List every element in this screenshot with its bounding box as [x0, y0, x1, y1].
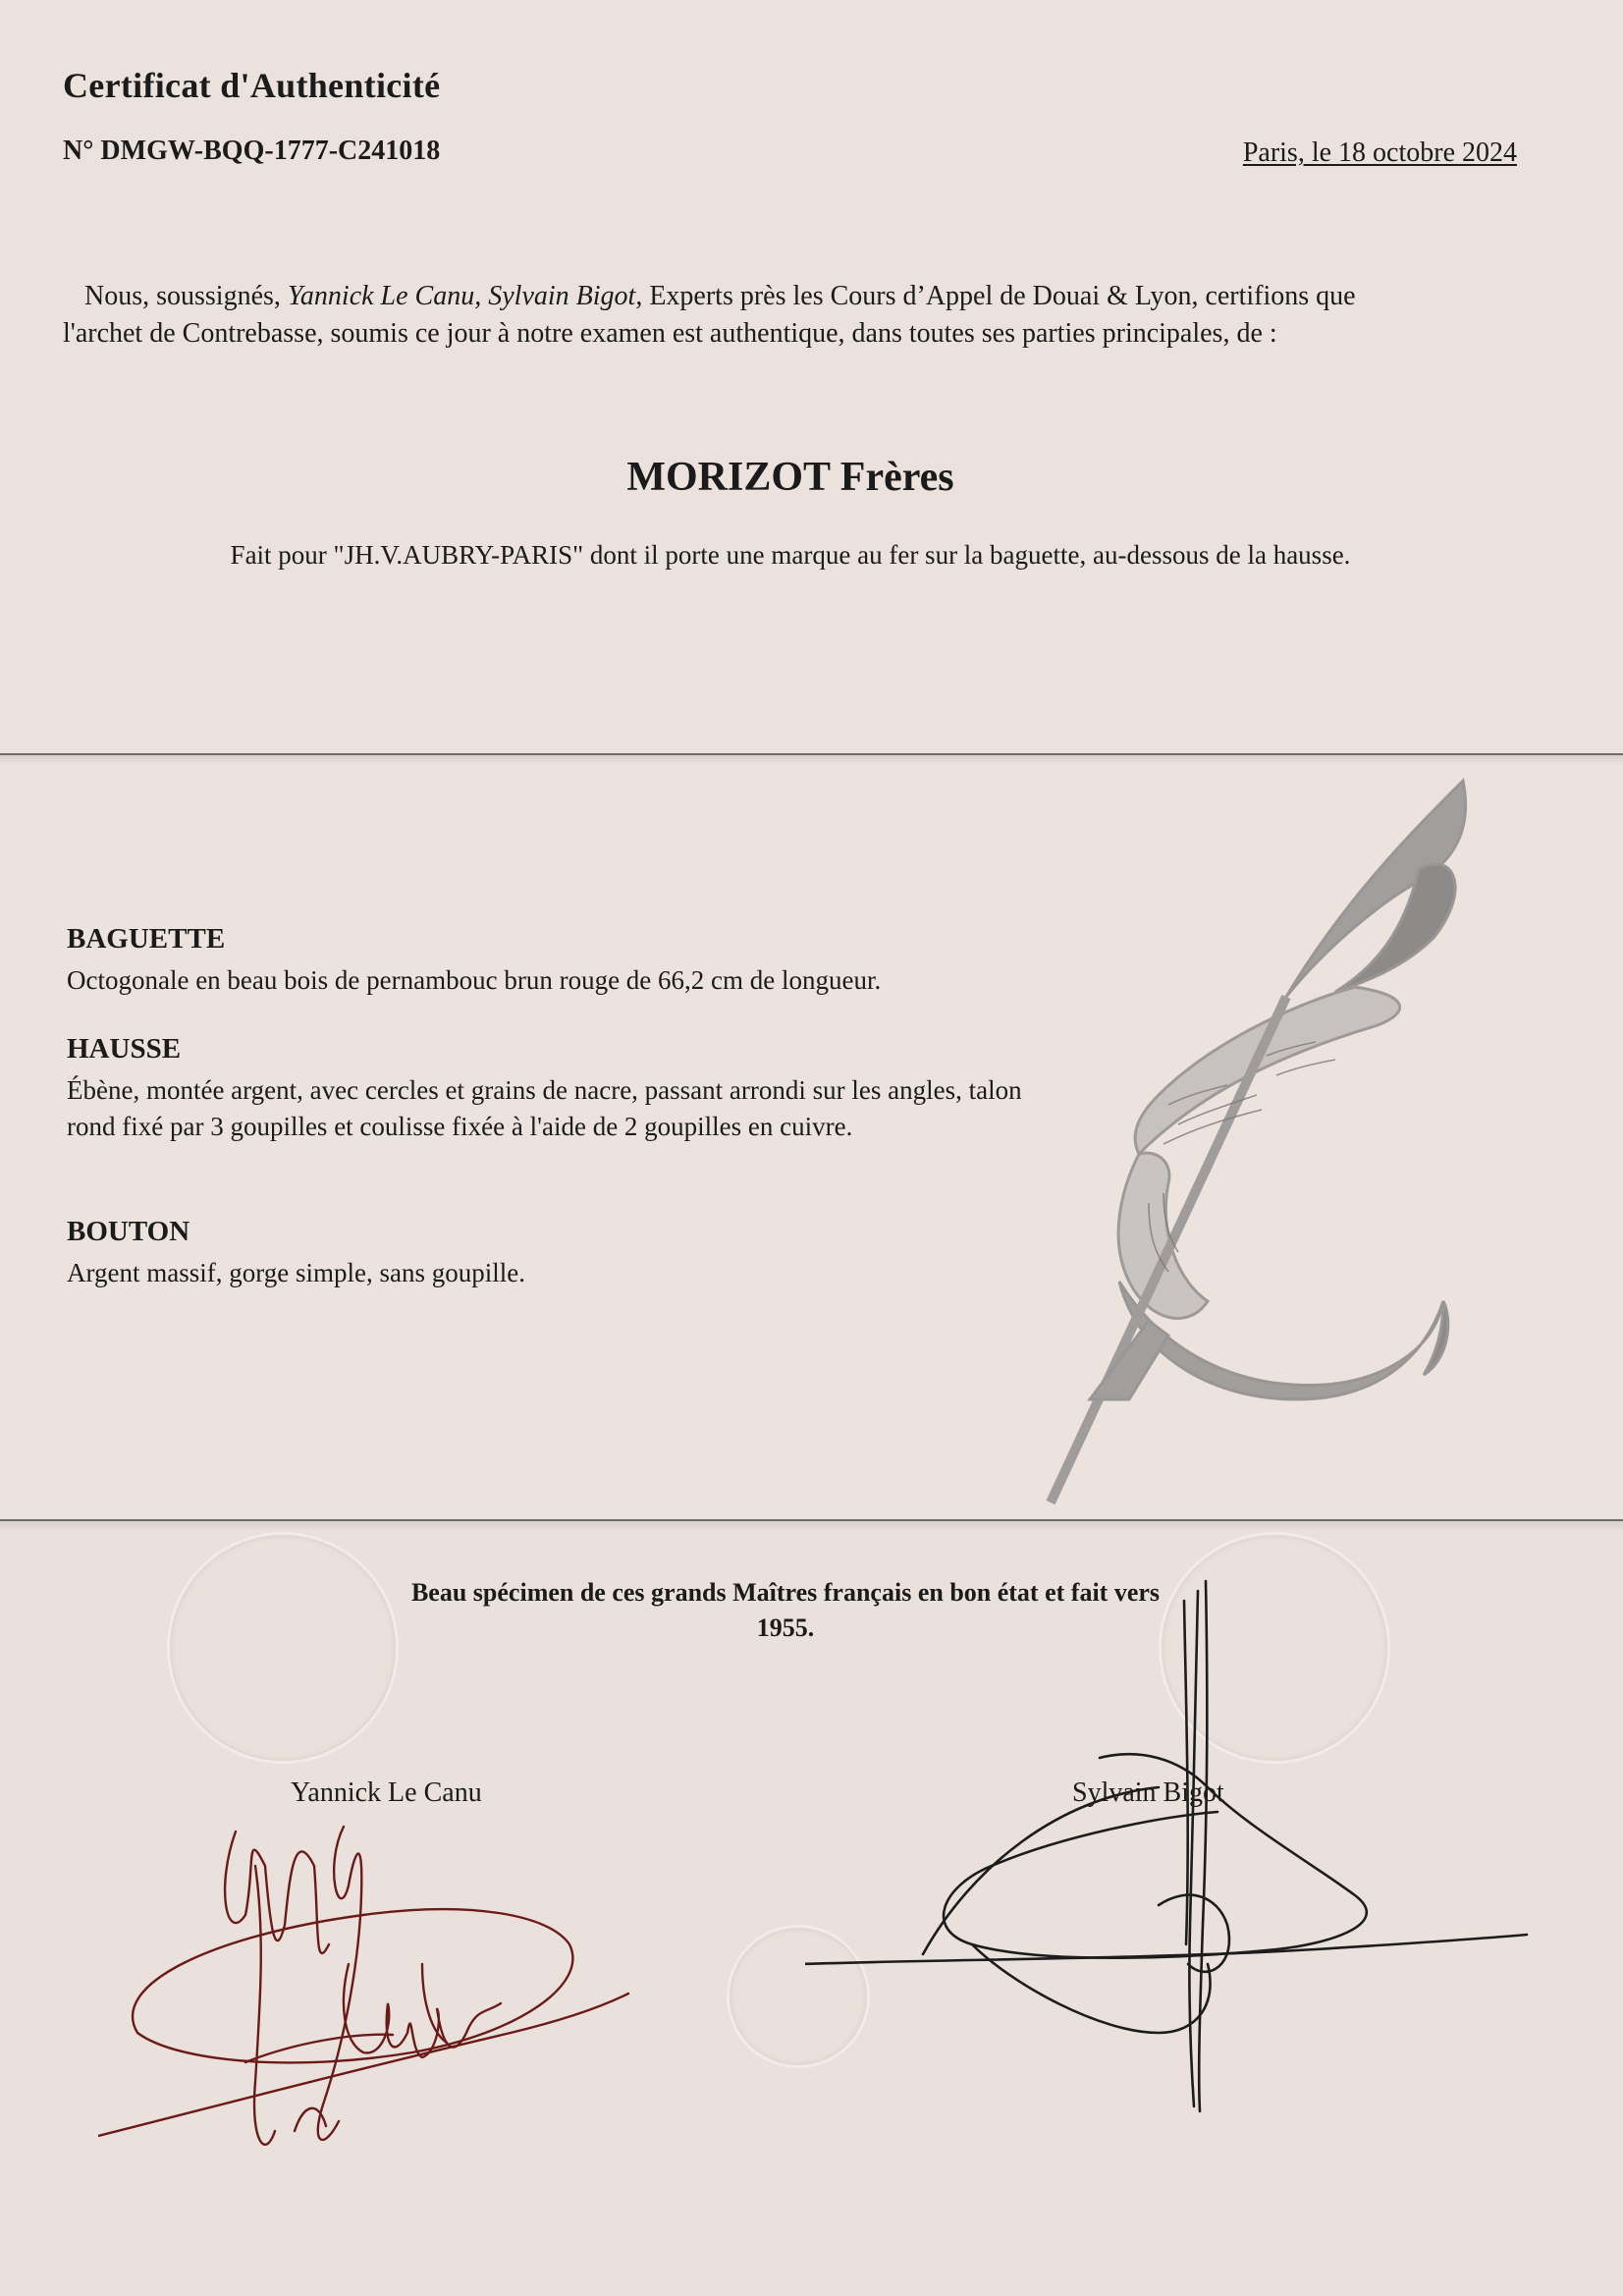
section-text-bouton: Argent massif, gorge simple, sans goupille. — [67, 1258, 525, 1287]
section-text-baguette: Octogonale en beau bois de pernambouc brun rouge de 66,2 cm de longueur. — [67, 965, 882, 995]
certificate-number: N° DMGW-BQQ-1777-C241018 — [63, 136, 441, 166]
signatory-left-name: Yannick Le Canu — [291, 1777, 482, 1808]
made-for-note: Fait pour "JH.V.AUBRY-PARIS" dont il porte une marque au fer sur la baguette, au-dessous de la hausse. — [230, 540, 1351, 570]
maker-name: MORIZOT Frères — [626, 455, 954, 500]
section-heading-baguette: BAGUETTE — [67, 923, 226, 955]
section-heading-hausse: HAUSSE — [67, 1033, 182, 1065]
intro-line1: , Experts près les Cours d’Appel de Douai & Lyon, certifions que — [635, 281, 1356, 311]
fold-shadow-upper — [0, 755, 1623, 765]
signatory-right-name: Sylvain Bigot — [1072, 1777, 1224, 1808]
section-heading-bouton: BOUTON — [67, 1216, 190, 1247]
signature-right — [805, 1571, 1532, 2121]
place-date: Paris, le 18 octobre 2024 — [1242, 137, 1517, 168]
embossed-seal-left — [167, 1532, 399, 1764]
bow-scroll-logo — [1031, 771, 1522, 1517]
verdict-line2: 1955. — [756, 1613, 815, 1642]
section-text-hausse: Ébène, montée argent, avec cercles et grains de nacre, passant arrondi sur les angles, talon rond fixé par 3 goupilles et coulisse fixée à l'aide de 2 goupilles en cuivre. — [67, 1075, 1022, 1141]
fold-shadow-lower — [0, 1521, 1623, 1531]
intro-paragraph — [63, 278, 1477, 353]
intro-lead: Nous, soussignés, — [84, 281, 281, 311]
intro-line2: l'archet de Contrebasse, soumis ce jour à notre examen est authentique, dans toutes ses parties principales, de : — [63, 318, 1277, 349]
certificate-title: Certificat d'Authenticité — [63, 66, 441, 105]
verdict-line1: Beau spécimen de ces grands Maîtres français en bon état et fait vers — [410, 1578, 1161, 1607]
expert-names: Yannick Le Canu, Sylvain Bigot — [287, 281, 636, 311]
top-panel — [0, 0, 1623, 754]
signature-left — [98, 1807, 648, 2170]
